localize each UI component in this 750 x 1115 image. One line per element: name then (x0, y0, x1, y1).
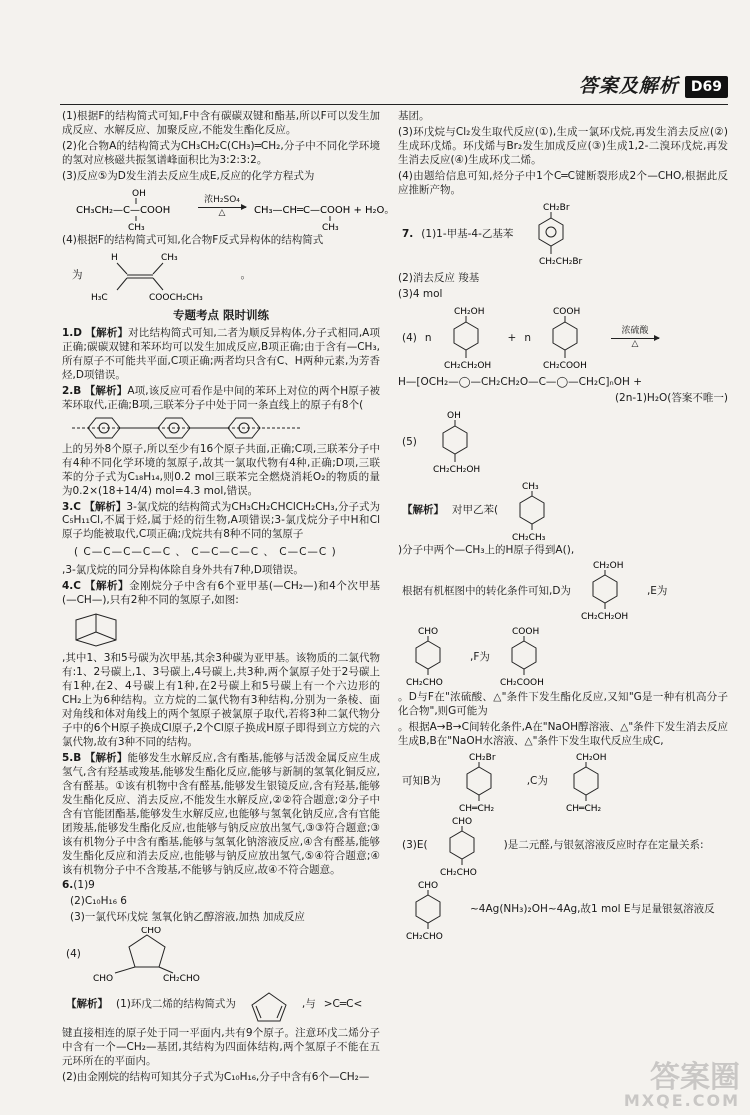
svg-text:CH═CH₂: CH═CH₂ (565, 804, 602, 814)
question-3: 3.C 【解析】3-氯戊烷的结构简式为CH₃CH₂CHClCH₂CH₃,分子式为C₅H₁₁Cl,不属于烃,属于烃的衍生物,A项错误;3-氯戊烷分子中H和Cl原子均能被取代,C项正确;戊烷共有8种不同的氢原子 (62, 500, 380, 541)
svg-text:OH: OH (446, 410, 461, 421)
polyester-product: H—[OCH₂—◯—CH₂CH₂O—C—◯—CH₂C]ₙOH + (398, 375, 643, 388)
f-label-wei: 为 (72, 268, 83, 281)
svg-text:CH₂CH₂OH: CH₂CH₂OH (432, 464, 481, 475)
d-structure (579, 559, 639, 623)
product-ch3: CH₃ (322, 222, 339, 230)
cyclopentadiene-drawing (244, 985, 294, 1025)
equation-dehydration (72, 186, 395, 230)
q7-analysis-d-e: 根据有机框图中的转化条件可知,D为 CH₂OH CH₂CH₂OH ,E为 (402, 561, 668, 623)
e-structure-2 (436, 815, 496, 877)
q7-analysis-b-c: 可知B为 CH₂Br CH═CH₂ ,C为 CH₂OH CH═CH₂ (402, 751, 728, 813)
svg-text:CH₂COOH: CH₂COOH (499, 678, 544, 689)
question-5: 5.B 【解析】能够发生水解反应,含有酯基,能够与活泼金属反应生成氢气,含有羟基或羧基,能够发生酯化反应,能够与新制的氢氧化铜反应,含有醛基。①该有机物中含有醛基,能够发生银镜反应,含有羟基,能够发生酯化反应、消去反应,不能发生水解反应,②②符合题意;②分子中含有官能团酯基,能够发生水解反应,也能够与氢氧化钠反应,含有官能团羧基,能够发生酯化反应,也能够与钠反应放出氢气,③③符合题意;③该有机物分子中含有酯基,能够与氢氧化钠溶液反应,④含有醛基,能够发生酯化反应和消去反应,也能够与钠反应放出氢气,⑤④符合题意;④该有机物分子中不含羧基,不能够与钠反应,故④不符合题意。 (62, 751, 380, 876)
arrow-condition-bottom: △ (218, 208, 226, 219)
section-title: 专题考点 限时训练 (172, 307, 269, 322)
left-column (62, 110, 395, 1087)
watermark-main: 答案圈 (650, 1060, 740, 1095)
p-ethyltoluene-1 (506, 480, 562, 542)
e-structure (402, 625, 462, 689)
svg-text:CH₂CH₂OH: CH₂CH₂OH (580, 612, 629, 623)
q6-part3: (3)一氯代环戊烷 氢氧化钠乙醇溶液,加热 加成反应 (70, 911, 305, 924)
question-4-cont: ,其中1、3和5号碳为次甲基,其余3种碳为亚甲基。该物质的二氯代物有:1、2号碳上,1、3号碳上,4号碳上,共3种,两个氯原子处于2号碳上有1种,在2、4号碳上有1种,在2号碳上和5号碳上有一个六边形的CH₂上为6种结构。立方烷的二氯代物有3种结构,分别为一条棱、面对角线和体对角线上的两个氢原子被氯原子取代,若将3种二氯代物分子中的6个H原子换成Cl原子,2个Cl原子换成H原子即得到立方烷的六氯代物,故有3种不同的结构。 (62, 652, 380, 748)
page-header (579, 74, 728, 100)
watermark-sub: MXQE.COM (623, 1091, 740, 1110)
q6-explanation-1b: 键直接相连的原子处于同一平面内,共有9个原子。注意环戊二烯分子中含有一个—CH₂—基团,其结构为四面体结构,两个氢原子不能在五元环所在的平面内。 (62, 1027, 380, 1068)
phenol-alcohol-structure (425, 408, 495, 478)
reaction-arrow (198, 195, 246, 220)
q7-analysis-e-silver: (3)E( CHO CH₂CHO )是二元醛,与银氨溶液反应时存在定量关系: (402, 817, 704, 878)
f-trans-isomer: 为 H CH₃ H₃C COOCH₂CH₃ 。 (72, 250, 380, 302)
question-4: 4.C 【解析】金刚烷分子中含有6个亚甲基(—CH₂—)和4个次甲基(—CH—),只有2种不同的氢原子,如图: (62, 580, 381, 607)
q7-part2: (2)消去反应 羧基 (398, 271, 480, 284)
answer-5-2: (2)化合物A的结构简式为CH₃CH₂C(CH₃)═CH₂,分子中不同化学环境的氢对应核磁共振氢谱峰面积比为3:2:3:2。 (62, 139, 380, 166)
continuation-2: (3)环戊烷与Cl₂发生取代反应(①),生成一氯环戊烷,再发生消去反应(②)生成环戊烯。环戊烯与Br₂发生加成反应(③)生成1,2-二溴环戊烷,再发生消去反应(④)生成环戊二烯。 (398, 125, 728, 166)
svg-text:CH═CH₂: CH═CH₂ (458, 804, 494, 814)
trans-isomer-structure (87, 250, 237, 302)
svg-text:COOH: COOH (553, 306, 581, 317)
q6-explanation-2: (2)由金刚烷的结构可知其分子式为C₁₀H₁₆,分子中含有6个—CH₂— (62, 1071, 370, 1084)
esterification-arrow: 浓硫酸 △ (611, 326, 659, 351)
reactant-structure (72, 186, 190, 230)
diol-structure (440, 304, 500, 374)
q7-part3: (3)4 mol (398, 287, 443, 300)
page-number-badge: D69 (685, 76, 728, 99)
svg-text:CH₂COOH: CH₂COOH (543, 360, 587, 371)
question-2: 2.B 【解析】A项,该反应可看作是中间的苯环上对位的两个H原子被苯环取代,正确;B项,三联苯分子中处于同一条直线上的原子有8个( (62, 384, 381, 411)
header-rule (60, 104, 728, 105)
svg-text:CH₂OH: CH₂OH (575, 753, 607, 764)
svg-text:CHO: CHO (92, 974, 114, 984)
svg-text:CH₂CHO: CH₂CHO (406, 678, 443, 689)
q7-analysis-text: )分子中两个—CH₃上的H原子得到A(), (398, 543, 575, 556)
reactant-chain: CH₃CH₂—C—COOH (76, 204, 171, 216)
svg-text:CHO: CHO (418, 627, 439, 638)
f-structure (498, 625, 558, 689)
q7-analysis-e-f: CHO CH₂CHO ,F为 COOH CH₂COOH (402, 625, 728, 689)
q7-analysis-1: 【解析】 对甲乙苯( CH₃ CH₂CH₃ (402, 480, 728, 542)
svg-text:CH₂CH₂Br: CH₂CH₂Br (539, 256, 583, 267)
svg-text:CHO: CHO (418, 881, 439, 892)
q7-analysis-silver-eq: CHO CH₂CHO ~4Ag(NH₃)₂OH~4Ag,故1 mol E与足量银氨溶液反 (402, 879, 728, 941)
question-3-cont: ,3-氯戊烷的同分异构体除自身外共有7种,D项错误。 (62, 564, 304, 577)
dibromo-structure (521, 200, 601, 270)
diacid-structure (539, 304, 599, 374)
q6-part2: (2)C₁₀H₁₆ 6 (70, 895, 127, 908)
q7-part4-equation: (4) n CH₂OH CH₂CH₂OH + n COOH CH₂COOH 浓硫酸 △ (402, 304, 728, 374)
svg-text:CH₂OH: CH₂OH (453, 306, 485, 317)
adamantane-structure (66, 610, 380, 650)
q7-analysis-4: 。根据A→B→C间转化条件,A在"NaOH醇溶液、△"条件下发生消去反应生成B,B在"NaOH水溶液、△"条件下发生取代反应生成C, (398, 721, 728, 748)
q7-part1: 7. (1)1-甲基-4-乙基苯 CH₂Br CH₂CH₂Br (402, 200, 728, 270)
terphenyl-drawing (66, 415, 306, 441)
svg-text:CH₂Br: CH₂Br (468, 753, 496, 764)
svg-text:H: H (110, 252, 118, 263)
q6-explanation-1: 【解析】 (1)环戊二烯的结构简式为 ,与 >C═C< (66, 985, 380, 1025)
terphenyl-structure (66, 415, 380, 441)
q6-part4: (4) CHO CHO CH₂CHO (66, 927, 380, 983)
continuation-3: (4)由题给信息可知,烃分子中1个C═C键断裂形成2个—CHO,根据此反应推断产物。 (398, 169, 728, 196)
answer-5-4: (4)根据F的结构简式可知,化合物F反式异构体的结构简式 (62, 233, 324, 246)
q7-part5: (5) OH CH₂CH₂OH (402, 408, 728, 478)
svg-text:COOH: COOH (511, 627, 540, 638)
continuation-1: 基团。 (398, 110, 430, 122)
svg-text:CHO: CHO (140, 927, 162, 937)
svg-text:CH₃: CH₃ (522, 481, 539, 492)
q7-analysis-3: 。D与F在"浓硫酸、△"条件下发生酯化反应,又知"G是一种有机高分子化合物",则G可能为 (398, 691, 728, 718)
svg-text:CH₂CHO: CH₂CHO (406, 932, 443, 942)
svg-text:COOCH₂CH₃: COOCH₂CH₃ (148, 292, 203, 302)
svg-text:H₃C: H₃C (90, 292, 108, 302)
b-structure (449, 751, 519, 813)
header-title: 答案及解析 (578, 75, 679, 98)
product-structure (254, 186, 404, 230)
question-2-cont: 上的另外8个原子,所以至少有16个原子共面,正确;C项,三联苯分子中有4种不同化学环境的氢原子,故其一氯取代物有4种,正确;D项,三联苯的分子式为C₁₈H₁₄,则0.2 mol三联苯完全燃烧消耗O₂的物质的量为0.2×(18+14/4) mol=4.3 mol,错误。 (62, 442, 380, 497)
question-6: 6.(1)9 (62, 879, 95, 892)
e-structure-3 (402, 879, 462, 941)
svg-text:CH₃: CH₃ (160, 252, 178, 263)
pentane-isomers: ( C—C—C—C—C 、 C—C—C—C 、 C—C—C ) (74, 546, 337, 559)
svg-text:CHO: CHO (451, 817, 472, 828)
answer-5-3: (3)反应⑤为D发生消去反应生成E,反应的化学方程式为 (62, 169, 315, 182)
watermark (623, 1060, 740, 1110)
svg-text:CH₂CHO: CH₂CHO (439, 868, 477, 878)
alkene-bond: >C═C< (323, 998, 363, 1011)
c-structure (556, 751, 626, 813)
answer-5-1: (1)根据F的结构简式可知,F中含有碳碳双键和酯基,所以F可以发生加成反应、水解反应、加聚反应,不能发生酯化反应。 (62, 110, 380, 136)
question-1: 1.D 【解析】对比结构简式可知,二者为顺反异构体,分子式相同,A项正确;碳碳双键和苯环均可以发生加成反应,B项正确;由于含有—CH₃,所有原子不可能共平面,C项正确;两者均只含有C、H两种元素,为芳香烃,D项错误。 (62, 327, 381, 381)
arrow-condition-top: 浓H₂SO₄ (204, 195, 240, 206)
svg-text:CH₂Br: CH₂Br (543, 202, 570, 213)
svg-text:CH₂OH: CH₂OH (592, 561, 624, 572)
svg-text:CH₂CHO: CH₂CHO (162, 974, 200, 984)
cyclopentane-dialdehyde (89, 927, 219, 983)
polyester-water: (2n-1)H₂O(答案不唯一) (614, 391, 728, 404)
svg-text:CH₂CH₃: CH₂CH₃ (512, 532, 546, 542)
product-chain: CH₃—CH═C—COOH + H₂O。 (254, 204, 395, 216)
right-column (398, 110, 728, 943)
adamantane-drawing (66, 610, 126, 650)
oh-label: OH (132, 188, 146, 199)
ch3-label: CH₃ (128, 222, 145, 230)
svg-text:CH₂CH₂OH: CH₂CH₂OH (443, 360, 491, 371)
